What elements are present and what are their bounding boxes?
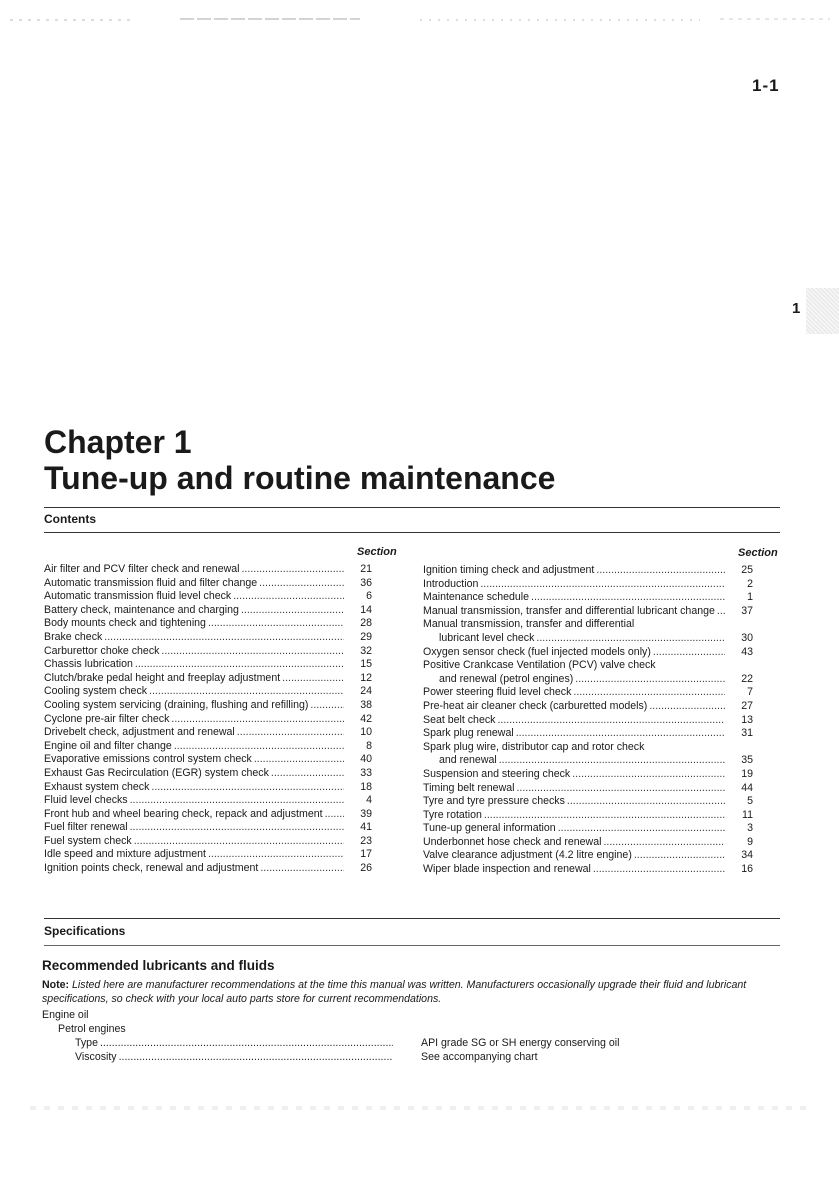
entry-section-number: 35 [741,754,753,767]
entry-section-number: 43 [741,645,753,658]
entry-title: Tyre and tyre pressure checks [423,795,565,808]
entry-section-number: 5 [747,795,753,808]
entry-title: Oxygen sensor check (fuel injected models only) [423,645,651,658]
contents-entry [423,591,753,605]
entry-section-number: 41 [360,821,372,834]
entry-title: Body mounts check and tightening [44,617,206,630]
contents-entry [44,848,372,862]
lubricants-heading: Recommended lubricants and fluids [42,958,275,973]
scan-artifact-bottom [30,1106,810,1110]
contents-entry [44,658,372,672]
contents-entry [423,782,753,796]
contents-entry [423,564,753,578]
leader-dots [260,862,344,876]
entry-title: Automatic transmission fluid and filter change [44,576,258,589]
entry-section-number: 14 [360,603,372,616]
entry-title: Suspension and steering check [423,767,571,780]
contents-entry [44,862,372,876]
divider-rule [44,945,780,946]
contents-entry [44,699,372,713]
entry-title: and renewal [439,754,497,767]
entry-title: Fuel system check [44,834,132,847]
leader-dots [573,686,725,700]
contents-entry [423,727,753,741]
leader-dots [558,822,725,836]
leader-dots [151,781,344,795]
leader-dots [161,645,344,659]
contents-entry [44,713,372,727]
contents-entry [423,605,753,619]
leader-dots [531,591,725,605]
entry-section-number: 19 [741,767,753,780]
leader-dots [134,835,344,849]
entry-title: Positive Crankcase Ventilation (PCV) valve check [423,659,656,672]
leader-dots [497,714,725,728]
contents-list-right [423,564,753,877]
chapter-label: Chapter 1 [44,424,192,460]
contents-entry [44,726,372,740]
entry-title: Clutch/brake pedal height and freeplay adjustment [44,671,281,684]
entry-title: Wiper blade inspection and renewal [423,863,591,876]
leader-dots [119,1050,393,1064]
entry-section-number: 29 [360,630,372,643]
chapter-title: Tune-up and routine maintenance [44,460,556,496]
entry-title: Drivebelt check, adjustment and renewal [44,726,235,739]
entry-title: Carburettor choke check [44,644,160,657]
contents-heading: Contents [44,512,96,526]
entry-section-number: 25 [741,564,753,576]
spec-row-viscosity [75,1050,395,1064]
contents-entry [423,686,753,700]
entry-section-number: 21 [360,563,372,575]
entry-title: Introduction [423,577,479,590]
leader-dots [233,590,344,604]
entry-title: Ignition timing check and adjustment [423,564,595,576]
entry-section-number: 15 [360,658,372,671]
contents-entry [44,808,372,822]
contents-entry [44,685,372,699]
contents-entry [44,767,372,781]
entry-section-number: 38 [360,698,372,711]
leader-dots [310,699,344,713]
entry-section-number: 6 [366,590,372,603]
leader-dots [499,754,725,768]
contents-entry [423,578,753,592]
spec-type-value: API grade SG or SH energy conserving oil [421,1037,620,1049]
entry-title: Manual transmission, transfer and differential [423,618,635,631]
leader-dots [171,713,344,727]
contents-entry [423,714,753,728]
leader-dots [130,794,344,808]
contents-entry [44,563,372,577]
leader-dots [100,1036,393,1050]
leader-dots [259,577,344,591]
entry-section-number: 32 [360,644,372,657]
spec-engine-oil: Engine oil [42,1009,89,1021]
leader-dots [174,740,344,754]
entry-title: Timing belt renewal [423,781,515,794]
leader-dots [516,727,725,741]
entry-section-number: 31 [741,727,753,740]
contents-entry [44,617,372,631]
entry-title: Pre-heat air cleaner check (carburetted models) [423,699,648,712]
contents-entry [423,754,753,768]
entry-section-number: 4 [366,794,372,807]
entry-title: Exhaust system check [44,780,150,793]
leader-dots [575,673,725,687]
chapter-heading [44,424,555,496]
spec-viscosity-value: See accompanying chart [421,1051,538,1063]
entry-section-number: 37 [741,604,753,617]
contents-entry [44,590,372,604]
note-label: Note: [42,979,70,991]
leader-dots [653,646,725,660]
contents-entry [423,741,753,755]
entry-section-number: 30 [741,631,753,644]
section-column-header-left: Section [357,546,397,558]
entry-title: Idle speed and mixture adjustment [44,848,206,861]
entry-title: Tyre rotation [423,808,482,821]
contents-entry [44,794,372,808]
entry-section-number: 40 [360,753,372,766]
leader-dots [104,631,344,645]
leader-dots [536,632,725,646]
entry-section-number: 8 [366,739,372,752]
entry-title: Exhaust Gas Recirculation (EGR) system check [44,766,269,779]
entry-section-number: 10 [360,726,372,739]
entry-section-number: 24 [360,685,372,698]
entry-section-number: 28 [360,617,372,630]
contents-entry [44,645,372,659]
entry-section-number: 2 [747,577,753,590]
entry-section-number: 36 [360,576,372,589]
entry-title: Spark plug renewal [423,727,514,740]
leader-dots [325,808,344,822]
contents-entry [423,618,753,632]
entry-section-number: 42 [360,712,372,725]
contents-entry [423,849,753,863]
entry-section-number: 44 [741,781,753,794]
leader-dots [567,795,725,809]
entry-title: Cyclone pre-air filter check [44,712,170,725]
entry-title: and renewal (petrol engines) [439,672,574,685]
contents-entry [44,781,372,795]
leader-dots [208,617,344,631]
page-number: 1-1 [752,76,780,95]
leader-dots [254,753,344,767]
entry-section-number: 16 [741,863,753,876]
spec-petrol-engines: Petrol engines [58,1023,126,1035]
entry-section-number: 27 [741,699,753,712]
leader-dots [717,605,725,619]
leader-dots [572,768,725,782]
entry-title: Underbonnet hose check and renewal [423,835,602,848]
leader-dots [480,578,725,592]
note-text: Listed here are manufacturer recommendations at the time this manual was written. Manufacturers occasionally upgrade their fluid and lubricant specifications, so check with your local auto parts store for current recommendations. [42,979,747,1005]
entry-title: Fluid level checks [44,794,128,807]
leader-dots [593,863,725,877]
contents-entry [44,753,372,767]
entry-title: Valve clearance adjustment (4.2 litre engine) [423,849,632,862]
entry-section-number: 18 [360,780,372,793]
contents-entry [423,768,753,782]
contents-entry [44,604,372,618]
contents-entry [423,659,753,673]
entry-title: Evaporative emissions control system check [44,753,252,766]
entry-title: Battery check, maintenance and charging [44,603,239,616]
leader-dots [271,767,344,781]
entry-title: Chassis lubrication [44,658,133,671]
contents-entry [44,835,372,849]
entry-title: Tune-up general information [423,822,556,835]
leader-dots [603,836,725,850]
contents-entry [423,700,753,714]
contents-entry [423,822,753,836]
entry-title: Manual transmission, transfer and differential lubricant change [423,604,715,617]
entry-section-number: 39 [360,807,372,820]
contents-entry [423,646,753,660]
chapter-tab-number: 1 [792,300,801,317]
chapter-tab-shading [806,288,839,334]
divider-rule [44,507,780,508]
contents-entry [423,836,753,850]
leader-dots [634,849,725,863]
entry-section-number: 23 [360,834,372,847]
contents-entry [423,673,753,687]
leader-dots [130,821,344,835]
entry-title: Seat belt check [423,713,496,726]
entry-title: Brake check [44,630,103,643]
section-column-header-right: Section [738,547,778,559]
entry-title: Cooling system check [44,685,148,698]
contents-entry [44,821,372,835]
leader-dots [596,564,725,578]
entry-section-number: 11 [742,808,753,821]
divider-rule [44,532,780,533]
entry-title: Spark plug wire, distributor cap and rotor check [423,740,645,753]
entry-title: Engine oil and filter change [44,739,172,752]
entry-title: Maintenance schedule [423,591,530,604]
contents-entry [423,632,753,646]
entry-title: Front hub and wheel bearing check, repack and adjustment [44,807,323,820]
entry-title: Ignition points check, renewal and adjustment [44,862,259,875]
leader-dots [649,700,725,714]
spec-viscosity-label: Viscosity [75,1051,117,1063]
leader-dots [241,604,344,618]
contents-entry [423,809,753,823]
leader-dots [282,672,344,686]
specifications-heading: Specifications [44,924,126,938]
leader-dots [237,726,344,740]
leader-dots [135,658,344,672]
entry-title: Automatic transmission fluid level check [44,590,232,603]
leader-dots [208,848,344,862]
leader-dots [484,809,725,823]
entry-section-number: 33 [360,766,372,779]
entry-title: Air filter and PCV filter check and renewal [44,563,240,575]
leader-dots [149,685,344,699]
entry-section-number: 13 [741,713,753,726]
divider-rule [44,918,780,919]
contents-entry [44,577,372,591]
entry-title: Cooling system servicing (draining, flushing and refilling) [44,698,309,711]
contents-entry [423,795,753,809]
leader-dots [516,782,725,796]
entry-section-number: 22 [741,672,753,685]
contents-list-left [44,563,372,876]
entry-section-number: 12 [360,671,372,684]
entry-section-number: 34 [741,849,753,862]
entry-title: lubricant level check [439,631,535,644]
entry-section-number: 26 [360,862,372,875]
entry-title: Fuel filter renewal [44,821,128,834]
contents-entry [44,740,372,754]
scan-artifact-top [0,16,839,24]
note-paragraph [42,978,762,1006]
spec-type-label: Type [75,1037,98,1049]
contents-entry [423,863,753,877]
entry-section-number: 1 [747,591,753,604]
entry-section-number: 3 [747,822,753,835]
spec-row-type [75,1036,395,1050]
entry-section-number: 9 [747,835,753,848]
entry-section-number: 7 [747,686,753,699]
contents-entry [44,631,372,645]
leader-dots [241,563,344,577]
entry-title: Power steering fluid level check [423,686,572,699]
contents-entry [44,672,372,686]
entry-section-number: 17 [360,848,372,861]
